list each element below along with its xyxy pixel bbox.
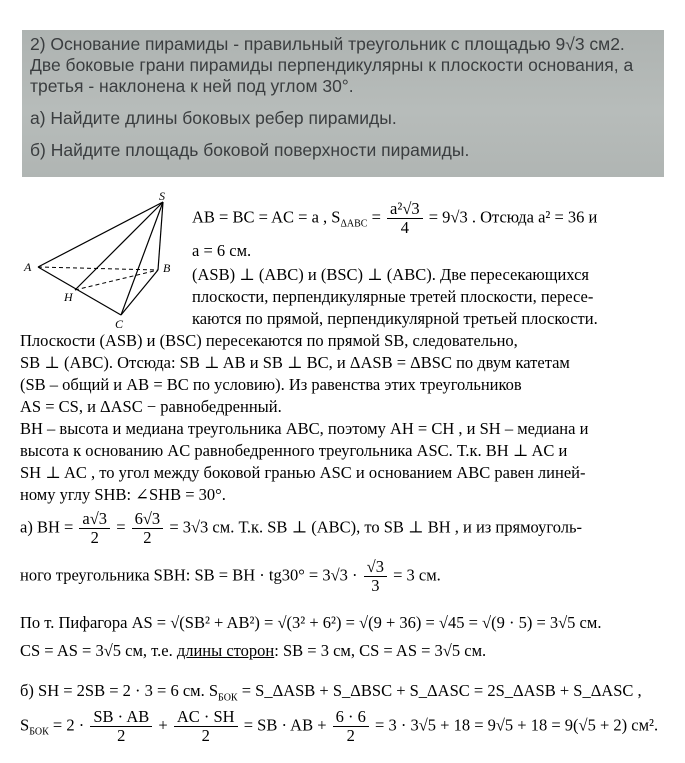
solution-line-7: SB ⊥ (ABC). Отсюда: SB ⊥ AB и SB ⊥ BC, и ΔASB = ΔBSC по двум катетам xyxy=(20,353,570,372)
solution-line-9: AS = CS, и ΔASC − равнобедренный. xyxy=(20,397,282,416)
segment-sh xyxy=(75,202,163,290)
part-b-line-2: $S_{БОК} = 2$ · $\frac{SB \cdot AB}{2}$ + $\frac{AC \cdot SH}{2}$ = SB · AB + $\frac{6 \cdot 6}{2}$ = 3 · 3√5 + 18 = 9√5 + 18 = 9(√5 + 2) см². xyxy=(20,707,659,745)
edge-ac xyxy=(38,267,121,315)
fraction-area: $\frac{\text{a²√3}}{4}$ xyxy=(387,200,423,237)
problem-line-1: 2) Основание пирамиды - правильный треугольник с площадью 9√3 см2. xyxy=(30,34,625,54)
solution-line-4: плоскости, перпендикулярные третей плоскости, пересе- xyxy=(192,287,594,306)
pyramid-figure xyxy=(18,190,188,330)
solution-line-13: ному углу SHB: ∠SHB = 30°. xyxy=(20,485,226,504)
solution-line-6: Плоскости (ASB) и (BSC) пересекаются по прямой SB, следовательно, xyxy=(20,331,518,350)
fraction-tg30: $\frac{√3}{3}$ xyxy=(364,558,387,595)
solution-line-3: (ASB) ⊥ (ABC) и (BSC) ⊥ (ABC). Две пересекающихся xyxy=(192,265,589,284)
label-c: C xyxy=(115,317,124,330)
problem-photo xyxy=(22,30,664,177)
fraction-bh-1: $\frac{a√3}{2}$ xyxy=(79,510,110,547)
answer-a-line: CS = AS = 3√5 см, т.е. длины сторон: SB = 3 см, CS = AS = 3√5 см. xyxy=(20,641,487,660)
label-s: S xyxy=(159,190,165,203)
solution-line-12: SH ⊥ AC , то угол между боковой гранью ASC и основанием ABC равен линей- xyxy=(20,463,586,482)
solution-line-10: BH – высота и медиана треугольника ABC, поэтому AH = CH , и SH – медиана и xyxy=(20,419,589,438)
problem-line-2: Две боковые грани пирамиды перпендикулярны к плоскости основания, а xyxy=(30,55,634,75)
part-a-line-2: ного треугольника SBH: SB = BH · tg30° = 3√3 · $\frac{√3}{3}$ = 3 см. xyxy=(20,557,441,595)
solution-line-8: (SB – общий и AB = BC по условию). Из равенства этих треугольников xyxy=(20,375,522,394)
edge-sa xyxy=(38,202,163,267)
problem-line-3: третья - наклонена к ней под углом 30°. xyxy=(30,76,354,96)
problem-part-b: б) Найдите площадь боковой поверхности пирамиды. xyxy=(30,140,470,160)
fraction-bh-2: $\frac{6√3}{2}$ xyxy=(132,510,164,547)
label-h: H xyxy=(64,290,73,304)
fraction-ac-sh: $\frac{AC \cdot SH}{2}$ xyxy=(174,708,238,745)
solution-line-1: AB = BC = AC = a , $S_{\Delta ABC}$ = $\frac{\text{a²√3}}{4}$ = 9√3 . Отсюда a² = 36 и xyxy=(192,199,598,237)
edge-cb xyxy=(121,270,158,315)
part-a-line-1: а) BH = $\frac{a√3}{2}$ = $\frac{6√3}{2}$ = 3√3 см. Т.к. SB ⊥ (ABC), то SB ⊥ BH , и из прямоуголь- xyxy=(20,509,583,547)
fraction-6x6: $\frac{6 \cdot 6}{2}$ xyxy=(333,708,369,745)
problem-part-a: а) Найдите длины боковых ребер пирамиды. xyxy=(30,108,397,128)
label-b: B xyxy=(163,261,171,275)
pythagoras-line: По т. Пифагора AS = √(SB² + AB²) = √(3² + 6²) = √(9 + 36) = √45 = √(9 · 5) = 3√5 см. xyxy=(20,613,602,632)
fraction-sb-ab: $\frac{SB \cdot AB}{2}$ xyxy=(90,708,152,745)
solution-line-2: a = 6 см. xyxy=(192,241,252,260)
part-b-line-1: б) SH = 2SB = 2 · 3 = 6 см. $S_{БОК}$ = S_ΔASB + S_ΔBSC + S_ΔASC = 2S_ΔASB + S_ΔASC , xyxy=(20,681,642,704)
solution-line-5: каются по прямой, перпендикулярной третьей плоскости. xyxy=(192,309,598,328)
label-a: A xyxy=(24,260,32,274)
edge-sc xyxy=(121,202,163,315)
solution-line-11: высота к основанию AC равнобедренного треугольника ASC. Т.к. BH ⊥ AC и xyxy=(20,441,568,460)
segment-hb-hidden xyxy=(75,270,158,290)
